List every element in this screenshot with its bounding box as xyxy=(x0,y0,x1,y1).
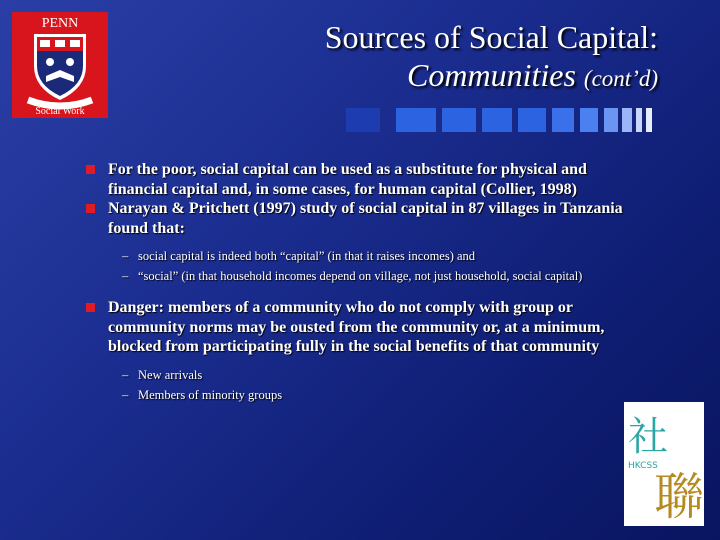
sub-bullet-item xyxy=(86,387,646,403)
bullet-square-icon xyxy=(86,165,95,174)
logo-school: Social Work xyxy=(35,106,85,117)
dash-icon: – xyxy=(122,249,129,263)
badge-char-1: 社 xyxy=(628,414,668,460)
title-line-2 xyxy=(325,56,658,94)
penn-logo xyxy=(12,12,108,118)
title-suffix: (cont’d) xyxy=(583,66,658,92)
logo-name: PENN xyxy=(41,16,79,31)
sub-bullet-text: New arrivals xyxy=(138,367,203,382)
dash-icon: – xyxy=(122,269,129,283)
bullet-text: Narayan & Pritchett (1997) study of social capital in 87 villages in Tanzania found that: xyxy=(108,200,623,237)
badge-label: HKCSS xyxy=(628,461,658,471)
bullet-text: For the poor, social capital can be used as a substitute for physical and financial capital and, in some cases, for human capital (Collier, 1998) xyxy=(108,161,587,198)
sub-bullet-text: Members of minority groups xyxy=(138,387,283,402)
decorative-squares xyxy=(346,108,662,132)
bullet-square-icon xyxy=(86,303,95,312)
sub-bullet-item xyxy=(86,367,646,383)
bullet-item xyxy=(86,298,646,357)
sub-bullet-item xyxy=(86,268,646,284)
title-communities: Communities xyxy=(407,57,576,94)
bullet-item xyxy=(86,199,646,238)
sub-bullet-text: “social” (in that household incomes depend on village, not just household, social capital) xyxy=(138,269,583,283)
bullet-list xyxy=(86,160,646,403)
title-line-1: Sources of Social Capital: xyxy=(324,19,658,55)
bullet-item xyxy=(86,160,646,199)
dash-icon: – xyxy=(122,387,129,402)
bullet-square-icon xyxy=(86,204,95,213)
badge-char-2: 聯 xyxy=(654,468,704,526)
sub-bullet-item xyxy=(86,248,646,264)
slide-title xyxy=(325,18,658,95)
bullet-text: Danger: members of a community who do not comply with group or community norms may be ousted from the community or, at a minimum, blocked from participating fully in the social benefits of that community xyxy=(108,299,605,355)
hkcss-logo xyxy=(624,402,704,526)
dash-icon: – xyxy=(122,367,129,382)
sub-bullet-text: social capital is indeed both “capital” (in that it raises incomes) and xyxy=(138,249,476,263)
